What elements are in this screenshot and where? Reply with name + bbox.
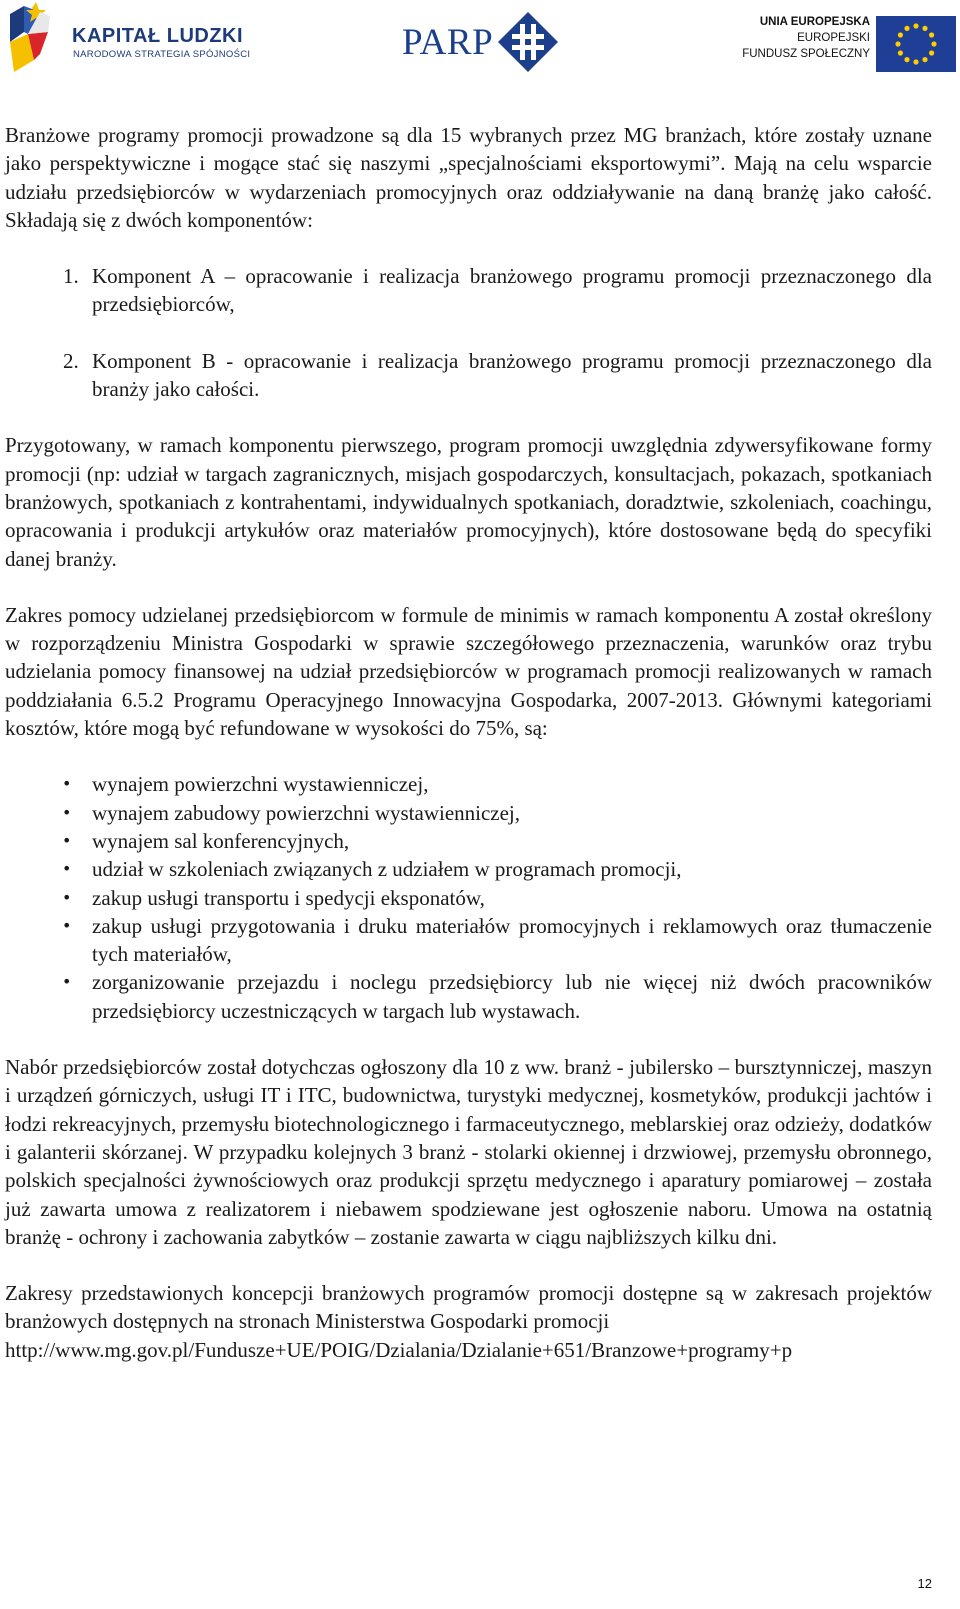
parp-name: PARP (402, 22, 494, 63)
parp-logo (402, 12, 562, 72)
component-item (5, 347, 932, 404)
de-minimis-paragraph: Zakres pomocy udzielanej przedsiębiorcom w formule de minimis w ramach komponentu A został określony w rozporządzeniu Ministra Gospodarki w sprawie szczegółowego przeznaczenia, warunków oraz trybu udzielania pomocy finansowej na udział przedsiębiorców w programach promocji realizowanych w ramach poddziałania 6.5.2 Programu Operacyjnego Innowacyjna Gospodarka, 2007-2013. Głównymi kategoriami kosztów, które mogą być refundowane w wysokości do 75%, są: (5, 602, 932, 741)
page-number: 12 (917, 1576, 932, 1591)
component-number: 1. (63, 264, 79, 289)
zakresy-paragraph (5, 1279, 932, 1364)
bullet-icon: • (62, 972, 72, 992)
eu-line-1: UNIA EUROPEJSKA (759, 16, 870, 28)
components-list (5, 262, 932, 403)
component-item (5, 262, 932, 319)
list-item (5, 855, 932, 883)
list-item (5, 799, 932, 827)
eu-line-2: EUROPEJSKI (797, 32, 870, 44)
document-body (5, 121, 932, 1364)
component-a-paragraph: Przygotowany, w ramach komponentu pierwszego, program promocji uwzględnia zdywersyfikowane formy promocji (np: udział w targach zagranicznych, misjach gospodarczych, konsultacjach, pokazach, spotkaniach branżowych, spotkaniach z kontrahentami, indywidualnych spotkaniach, doradztwie, szkoleniach, coachingu, opracowania i produkcji artykułów oraz materiałów promocyjnych), które dostosowane będą do specyfiki danej branży. (5, 433, 932, 571)
bullet-icon: • (62, 830, 72, 850)
cost-categories-list (5, 770, 932, 1025)
list-item-text: wynajem sal konferencyjnych, (92, 828, 350, 853)
kapital-ludzki-logo (6, 2, 251, 76)
eu-logo (728, 8, 956, 72)
bullet-icon: • (62, 859, 72, 879)
list-item (5, 827, 932, 855)
list-item-text: zorganizowanie przejazdu i noclegu przedsiębiorcy lub nie więcej niż dwóch pracowników przedsiębiorcy uczestniczących w targach lub wystawach. (92, 970, 932, 1023)
bullet-icon: • (62, 774, 72, 794)
nabor-paragraph: Nabór przedsiębiorców został dotychczas ogłoszony dla 10 z ww. branż - jubilersko – bursztynniczej, maszyn i urządzeń górniczych, usługi IT i ITC, budownictwa, turystyki medycznej, kosmetyków, produkcji jachtów i łodzi rekreacyjnych, przemysłu biotechnologicznego i farmaceutycznego, meblarskiej oraz odzieży, dodatków i galanterii skórzanej. W przypadku kolejnych 3 branż - stolarki okiennej i drzwiowej, przemysłu obronnego, polskich specjalności żywnościowych oraz produkcji sprzętu medycznego i aparatury pomiarowej – została już zawarta umowa z realizatorem i niebawem spodziewane jest ogłoszenie naboru. Umowa na ostatnią branżę - ochrony i zachowania zabytków – zostanie zawarta w ciągu najbliższych kilku dni. (5, 1055, 932, 1249)
bullet-icon: • (62, 887, 72, 907)
intro-paragraph: Branżowe programy promocji prowadzone są dla 15 wybranych przez MG branżach, które zostały uznane jako perspektywiczne i mogące stać się naszymi „specjalnościami eksportowymi”. Mają na celu wsparcie udziału przedsiębiorców w wydarzeniach promocyjnych oraz oddziaływanie na daną branżę jako całość. Składają się z dwóch komponentów: (5, 123, 932, 232)
page-header (0, 0, 960, 80)
list-item-text: wynajem powierzchni wystawienniczej, (92, 772, 429, 797)
list-item (5, 912, 932, 969)
parp-diamond-icon (498, 12, 558, 72)
list-item-text: zakup usługi transportu i spedycji eksponatów, (92, 885, 485, 910)
list-item (5, 968, 932, 1025)
component-text: Komponent A – opracowanie i realizacja branżowego programu promocji przeznaczonego dla przedsiębiorców, (92, 264, 932, 317)
list-item (5, 884, 932, 912)
bullet-icon: • (62, 802, 72, 822)
mg-url-link[interactable]: http://www.mg.gov.pl/Fundusze+UE/POIG/Dzialania/Dzialanie+651/Branzowe+programy+p (5, 1337, 793, 1362)
list-item-text: wynajem zabudowy powierzchni wystawienniczej, (92, 800, 521, 825)
list-item (5, 770, 932, 798)
eu-line-3: FUNDUSZ SPOŁECZNY (742, 48, 870, 60)
kapital-ludzki-subtitle: NARODOWA STRATEGIA SPÓJNOŚCI (73, 49, 251, 60)
list-item-text: udział w szkoleniach związanych z udziałem w programach promocji, (92, 857, 682, 882)
eu-flag-icon (876, 16, 956, 72)
kapital-ludzki-emblem-icon (6, 2, 66, 76)
bullet-icon: • (62, 915, 72, 935)
component-text: Komponent B - opracowanie i realizacja branżowego programu promocji przeznaczonego dla branży jako całości. (92, 348, 932, 402)
kapital-ludzki-name: KAPITAŁ LUDZKI (72, 25, 244, 47)
list-item-text: zakup usługi przygotowania i druku materiałów promocyjnych i reklamowych oraz tłumaczenie tych materiałów, (92, 913, 932, 967)
component-number: 2. (63, 348, 79, 373)
zakresy-text: Zakresy przedstawionych koncepcji branżowych programów promocji dostępne są w zakresach projektów branżowych dostępnych na stronach Ministerstwa Gospodarki promocji (5, 1281, 932, 1334)
